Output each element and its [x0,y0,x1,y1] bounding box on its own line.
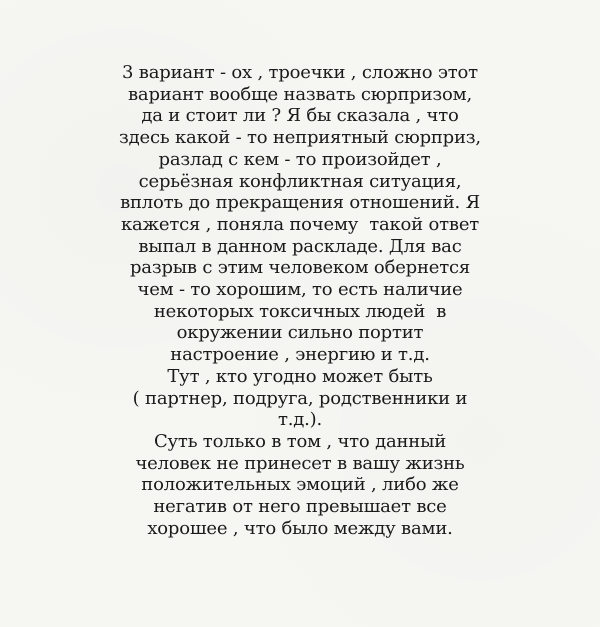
text-line: т.д.). [277,409,323,431]
text-line: кажется , поняла почему такой ответ [120,213,480,235]
text-line: разлад с кем - то произойдет , [158,148,442,170]
text-line: хорошее , что было между вами. [147,517,453,539]
text-line: окружении сильно портит [176,322,424,344]
text-line: вплоть до прекращения отношений. Я [120,192,480,214]
text-line: Тут , кто угодно может быть [167,365,433,387]
text-line: чем - то хорошим, то есть наличие [137,279,463,301]
text-line: разрыв с этим человеком обернется [129,257,471,279]
text-block [100,62,500,539]
text-line: да и стоит ли ? Я бы сказала , что [141,105,459,127]
text-line: настроение , энергию и т.д. [170,344,430,366]
text-line: некоторых токсичных людей в [153,300,447,322]
text-line: Суть только в том , что данный [153,430,447,452]
text-line: вариант вообще назвать сюрпризом, [127,83,472,105]
text-line: ( партнер, подруга, родственники и [132,387,468,409]
text-line: 3 вариант - ох , троечки , сложно этот [122,62,478,83]
text-line: негатив от него превышает все [153,496,447,518]
text-line: выпал в данном раскладе. Для вас [138,235,462,257]
text-line: человек не принесет в вашу жизнь [135,452,465,474]
text-line: серьёзная конфликтная ситуация, [138,170,462,192]
text-line: здесь какой - то неприятный сюрприз, [119,127,481,149]
text-line: положительных эмоций , либо же [141,474,459,496]
